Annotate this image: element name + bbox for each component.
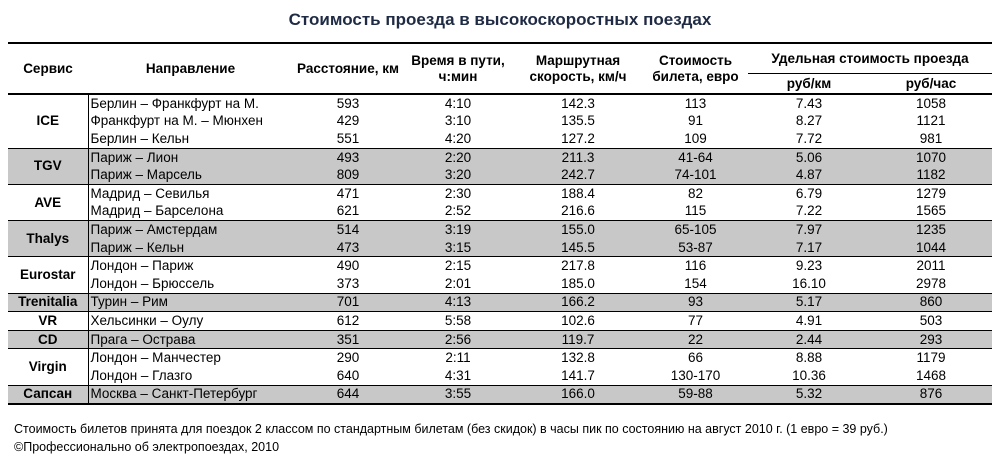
table-row [8, 257, 992, 275]
route-cell: Хельсинки – Оулу [88, 312, 293, 331]
table-row [8, 275, 992, 293]
table-row [8, 293, 992, 312]
time-cell: 2:30 [403, 184, 513, 202]
price-cell: 41-64 [643, 148, 748, 166]
header-time: Время в пути, ч:мин [403, 43, 513, 94]
distance-cell: 640 [336, 367, 360, 383]
per-km-cell: 7.17 [748, 239, 870, 257]
distance-cell: 593 [293, 94, 403, 113]
per-km-cell: 5.17 [748, 293, 870, 312]
table-row [8, 203, 992, 221]
table-row [8, 349, 992, 367]
per-hour-cell: 876 [870, 385, 992, 404]
service-cell: Virgin [8, 349, 88, 385]
per-km-cell: 7.97 [748, 221, 870, 239]
distance-cell: 290 [293, 349, 403, 367]
table-row [8, 148, 992, 166]
speed-cell: 185.0 [561, 275, 595, 291]
route-cell: Лондон – Брюссель [90, 275, 215, 291]
table-row [8, 130, 992, 148]
per-km-cell: 4.91 [748, 312, 870, 331]
per-hour-cell: 1070 [870, 148, 992, 166]
per-hour-cell: 1468 [915, 367, 947, 383]
price-cell: 116 [643, 257, 748, 275]
speed-cell: 155.0 [513, 221, 643, 239]
price-cell: 59-88 [643, 385, 748, 404]
fare-table [8, 42, 992, 405]
distance-cell: 644 [293, 385, 403, 404]
header-speed: Маршрутная скорость, км/ч [513, 43, 643, 94]
footnote-pricing: Стоимость билетов принята для поездок 2 классом по стандартным билетам (без скидок) в часы пик по состоянию на август 2010 г. (1 евро = 39 руб.) [14, 422, 888, 436]
per-km-cell: 7.22 [795, 203, 823, 219]
per-hour-cell: 1058 [870, 94, 992, 113]
distance-cell: 612 [293, 312, 403, 331]
speed-cell: 166.2 [513, 293, 643, 312]
per-km-cell: 10.36 [792, 367, 826, 383]
service-cell: CD [8, 330, 88, 349]
per-km-cell: 7.43 [748, 94, 870, 113]
price-cell: 113 [643, 94, 748, 113]
per-km-cell: 8.27 [795, 113, 823, 129]
per-hour-cell: 1565 [915, 203, 947, 219]
time-cell: 2:56 [403, 330, 513, 349]
price-cell: 77 [643, 312, 748, 331]
per-km-cell: 6.79 [748, 184, 870, 202]
route-cell: Париж – Амстердам [88, 221, 293, 239]
time-cell: 4:10 [403, 94, 513, 113]
route-cell: Мадрид – Севилья [88, 184, 293, 202]
per-km-cell: 8.88 [748, 349, 870, 367]
per-hour-cell: 1279 [870, 184, 992, 202]
time-cell: 4:31 [444, 367, 472, 383]
route-cell: Париж – Кельн [88, 239, 293, 257]
table-row [8, 367, 992, 385]
price-cell: 154 [684, 275, 707, 291]
table-row [8, 239, 992, 257]
price-cell: 65-105 [643, 221, 748, 239]
distance-cell: 551 [336, 130, 360, 146]
price-cell: 22 [643, 330, 748, 349]
speed-cell: 145.5 [513, 239, 643, 257]
distance-cell: 701 [293, 293, 403, 312]
speed-cell: 141.7 [561, 367, 595, 383]
time-cell: 3:15 [403, 239, 513, 257]
price-cell: 93 [643, 293, 748, 312]
route-cell: Лондон – Париж [88, 257, 293, 275]
distance-cell: 809 [293, 166, 403, 184]
per-km-cell: 5.32 [748, 385, 870, 404]
time-cell: 3:19 [403, 221, 513, 239]
service-cell: Trenitalia [8, 293, 88, 312]
distance-cell: 621 [336, 203, 360, 219]
time-cell: 3:20 [403, 166, 513, 184]
price-cell: 130-170 [670, 367, 721, 383]
page-title: Стоимость проезда в высокоскоростных поездах [288, 10, 712, 29]
per-km-cell: 4.87 [748, 166, 870, 184]
per-km-cell: 9.23 [748, 257, 870, 275]
per-hour-cell: 2978 [915, 275, 947, 291]
time-cell: 2:15 [403, 257, 513, 275]
per-hour-cell: 860 [870, 293, 992, 312]
speed-cell: 119.7 [513, 330, 643, 349]
price-cell: 91 [687, 113, 704, 129]
route-cell: Лондон – Глазго [90, 367, 193, 383]
time-cell: 3:55 [403, 385, 513, 404]
per-hour-cell: 1121 [916, 113, 946, 129]
per-hour-cell: 981 [919, 130, 943, 146]
per-hour-cell: 503 [870, 312, 992, 331]
time-cell: 2:20 [403, 148, 513, 166]
table-row [8, 312, 992, 331]
time-cell: 2:01 [444, 275, 472, 291]
time-cell: 2:52 [444, 203, 472, 219]
per-km-cell: 2.44 [748, 330, 870, 349]
route-cell: Франкфурт на М. – Мюнхен [90, 113, 263, 129]
header-unit-cost: Удельная стоимость проезда [748, 43, 992, 74]
price-cell: 66 [643, 349, 748, 367]
route-cell: Мадрид – Барселона [90, 203, 224, 219]
table-row [8, 184, 992, 202]
time-cell: 5:58 [403, 312, 513, 331]
footnote-copyright: ©Профессионально об электропоездах, 2010 [14, 440, 280, 454]
route-cell: Берлин – Франкфурт на М. [88, 94, 293, 113]
service-cell: ICE [8, 94, 88, 148]
header-distance: Расстояние, км [293, 43, 403, 94]
time-cell: 2:11 [403, 349, 513, 367]
service-cell: Сапсан [8, 385, 88, 404]
per-hour-cell: 1179 [870, 349, 992, 367]
speed-cell: 132.8 [513, 349, 643, 367]
speed-cell: 166.0 [513, 385, 643, 404]
header-price: Стоимость билета, евро [643, 43, 748, 94]
time-cell: 4:13 [403, 293, 513, 312]
route-cell: Прага – Острава [88, 330, 293, 349]
speed-cell: 216.6 [561, 203, 595, 219]
speed-cell: 188.4 [513, 184, 643, 202]
per-hour-cell: 293 [870, 330, 992, 349]
fare-table-body [8, 94, 992, 404]
speed-cell: 127.2 [561, 130, 595, 146]
route-cell: Париж – Марсель [88, 166, 293, 184]
speed-cell: 211.3 [513, 148, 643, 166]
time-cell: 4:20 [444, 130, 472, 146]
header-service: Сервис [8, 43, 88, 94]
speed-cell: 242.7 [513, 166, 643, 184]
per-hour-cell: 1235 [870, 221, 992, 239]
service-cell: Thalys [8, 221, 88, 257]
distance-cell: 490 [293, 257, 403, 275]
price-cell: 109 [684, 130, 707, 146]
per-hour-cell: 2011 [870, 257, 992, 275]
route-cell: Турин – Рим [88, 293, 293, 312]
per-hour-cell: 1044 [870, 239, 992, 257]
route-cell: Лондон – Манчестер [88, 349, 293, 367]
distance-cell: 493 [293, 148, 403, 166]
table-row [8, 113, 992, 131]
table-row [8, 330, 992, 349]
header-per-km: руб/км [748, 74, 870, 95]
distance-cell: 429 [336, 113, 360, 129]
table-row [8, 221, 992, 239]
table-row [8, 385, 992, 404]
per-hour-cell: 1182 [870, 166, 992, 184]
per-km-cell: 5.06 [748, 148, 870, 166]
service-cell: TGV [8, 148, 88, 184]
speed-cell: 142.3 [513, 94, 643, 113]
price-cell: 74-101 [643, 166, 748, 184]
distance-cell: 351 [293, 330, 403, 349]
distance-cell: 473 [293, 239, 403, 257]
route-cell: Берлин – Кельн [90, 130, 190, 146]
distance-cell: 514 [293, 221, 403, 239]
per-km-cell: 16.10 [792, 275, 826, 291]
speed-cell: 135.5 [561, 113, 595, 129]
price-cell: 115 [684, 203, 707, 219]
service-cell: VR [8, 312, 88, 331]
route-cell: Париж – Лион [88, 148, 293, 166]
price-cell: 82 [643, 184, 748, 202]
price-cell: 53-87 [643, 239, 748, 257]
speed-cell: 217.8 [513, 257, 643, 275]
time-cell: 3:10 [444, 113, 472, 129]
distance-cell: 373 [336, 275, 360, 291]
speed-cell: 102.6 [513, 312, 643, 331]
table-row [8, 94, 992, 113]
distance-cell: 471 [293, 184, 403, 202]
per-km-cell: 7.72 [795, 130, 823, 146]
table-row [8, 166, 992, 184]
service-cell: AVE [8, 184, 88, 220]
route-cell: Москва – Санкт-Петербург [88, 385, 293, 404]
header-per-hour: руб/час [870, 74, 992, 95]
header-route: Направление [88, 43, 293, 94]
service-cell: Eurostar [8, 257, 88, 293]
